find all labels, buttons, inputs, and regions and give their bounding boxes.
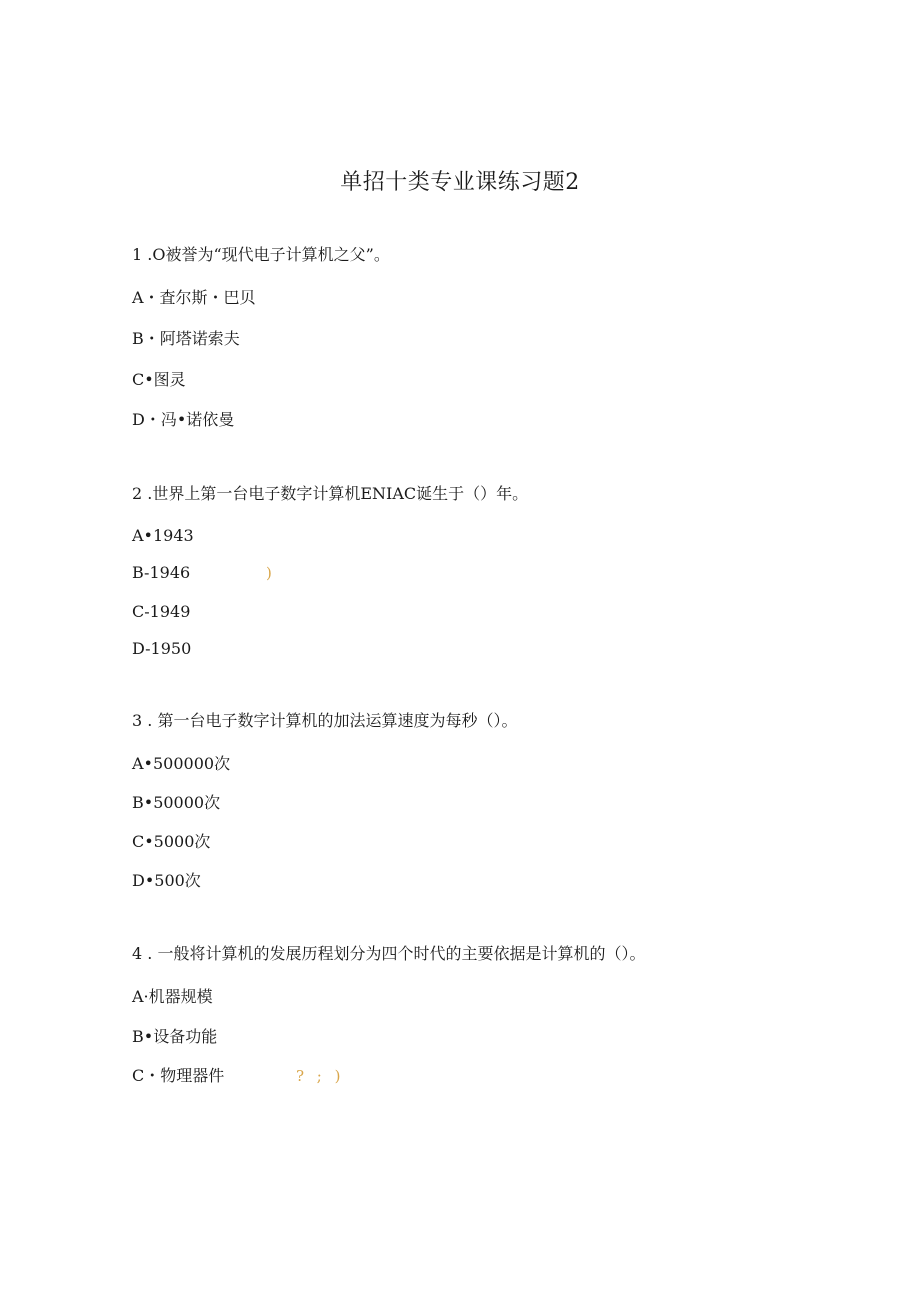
question-1-option-c: C•图灵 bbox=[132, 370, 186, 389]
question-3-option-c: C•5000次 bbox=[132, 832, 211, 851]
question-4-option-a: A·机器规模 bbox=[132, 987, 213, 1006]
question-4-stem: 4 . 一般将计算机的发展历程划分为四个时代的主要依据是计算机的（）。 bbox=[132, 944, 646, 963]
question-1-option-b: B・阿塔诺索夫 bbox=[132, 329, 240, 348]
question-4-option-b: B•设备功能 bbox=[132, 1027, 218, 1046]
question-3-option-d: D•500次 bbox=[132, 871, 201, 890]
question-1-option-d: D・冯•诺依曼 bbox=[132, 410, 235, 429]
question-3-option-a: A•500000次 bbox=[132, 754, 231, 773]
question-2-option-d: D-1950 bbox=[132, 639, 192, 658]
question-2-handwritten-mark: ) bbox=[266, 564, 272, 582]
question-1-stem: 1 .O被誉为“现代电子计算机之父”。 bbox=[132, 245, 390, 264]
question-4-option-c: C・物理器件 bbox=[132, 1066, 225, 1085]
question-4-handwritten-mark: ? ; ) bbox=[296, 1067, 345, 1085]
document-title: 单招十类专业课练习题2 bbox=[340, 170, 580, 195]
question-1-option-a: A・査尔斯・巴贝 bbox=[132, 288, 256, 307]
question-3-option-b: B•50000次 bbox=[132, 793, 221, 812]
question-2-option-a: A•1943 bbox=[132, 526, 194, 545]
question-2-stem: 2 .世界上第一台电子数字计算机ENIAC诞生于（）年。 bbox=[132, 484, 529, 503]
question-2-option-c: C-1949 bbox=[132, 602, 191, 621]
question-2-option-b: B-1946 bbox=[132, 563, 191, 582]
question-3-stem: 3 . 第一台电子数字计算机的加法运算速度为每秒（）。 bbox=[132, 711, 518, 730]
